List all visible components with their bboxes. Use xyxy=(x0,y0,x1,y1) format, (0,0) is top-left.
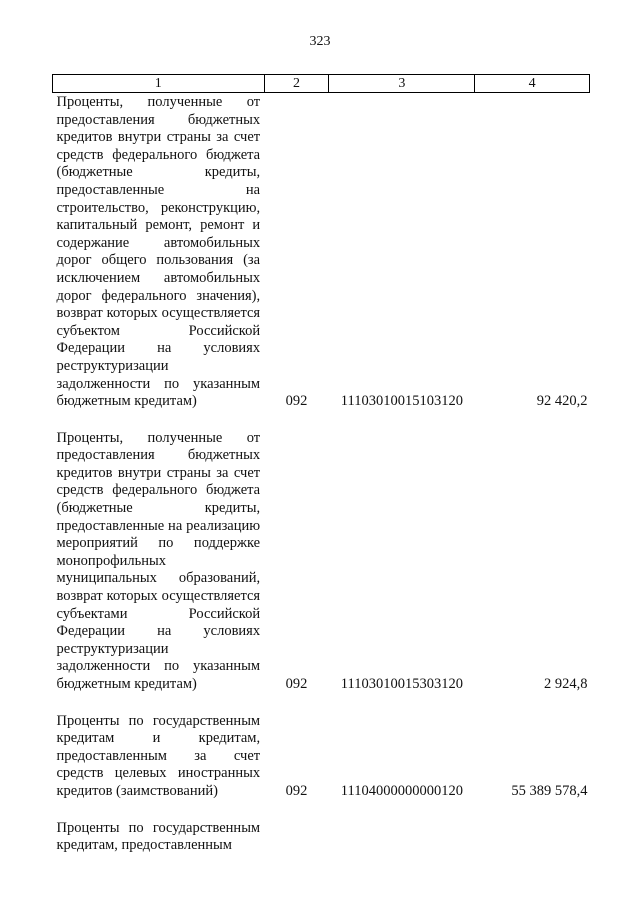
table-row xyxy=(53,819,590,855)
row-amount: 2 924,8 xyxy=(544,676,588,692)
table-row xyxy=(53,429,590,694)
row-spacer xyxy=(53,801,590,819)
row-description: Проценты, полученные от предоставления бюджетных кредитов внутри страны за счет средств федерального бюджета (бюджетные кредиты, предоставленные на строительство, реконструкцию, капитальный ремонт, ремонт и содержание автомобильных дорог общего пользования (за исключением автомобильных дорог федерального значения), возврат которых осуществляется субъектом Российской Федерации на условиях реструктуризации задолженности по указанным бюджетным кредитам) xyxy=(56,94,261,410)
column-header-1: 1 xyxy=(53,75,265,93)
column-header-2: 2 xyxy=(264,75,329,93)
column-header-3: 3 xyxy=(329,75,475,93)
row-amount: 92 420,2 xyxy=(536,393,588,410)
row-description: Проценты по государственным кредитам, предоставленным xyxy=(56,819,261,854)
row-budget-classification-code: 11103010015103120 xyxy=(340,393,463,410)
row-description: Проценты, полученные от предоставления бюджетных кредитов внутри страны за счет средств федерального бюджета (бюджетные кредиты, предоставленные на реализацию мероприятий по поддержке монопрофильных муниципальных образований, возврат которых осуществляется субъектами Российской Федерации на условиях реструктуризации задолженности по указанным бюджетным кредитам) xyxy=(56,429,261,692)
table-row xyxy=(53,93,590,411)
column-header-4: 4 xyxy=(475,75,590,93)
page-number: 323 xyxy=(309,34,331,49)
row-spacer xyxy=(53,411,590,429)
row-amount xyxy=(475,819,590,855)
row-spacer xyxy=(53,694,590,712)
row-description: Проценты по государственным кредитам и кредитам, предоставленным за счет средств целевых иностранных кредитов (заимствований) xyxy=(56,712,261,799)
row-admin-code: 092 xyxy=(285,782,308,799)
row-budget-classification-code: 11104000000000120 xyxy=(340,782,463,799)
table-header-row xyxy=(53,75,590,93)
table-row xyxy=(53,712,590,801)
row-admin-code: 092 xyxy=(285,393,308,410)
row-budget-classification-code: 11103010015303120 xyxy=(340,676,463,692)
row-admin-code: 092 xyxy=(285,676,308,692)
row-budget-classification-code xyxy=(329,819,475,855)
row-admin-code xyxy=(264,819,329,855)
budget-table xyxy=(52,74,590,855)
row-amount: 55 389 578,4 xyxy=(511,782,588,799)
